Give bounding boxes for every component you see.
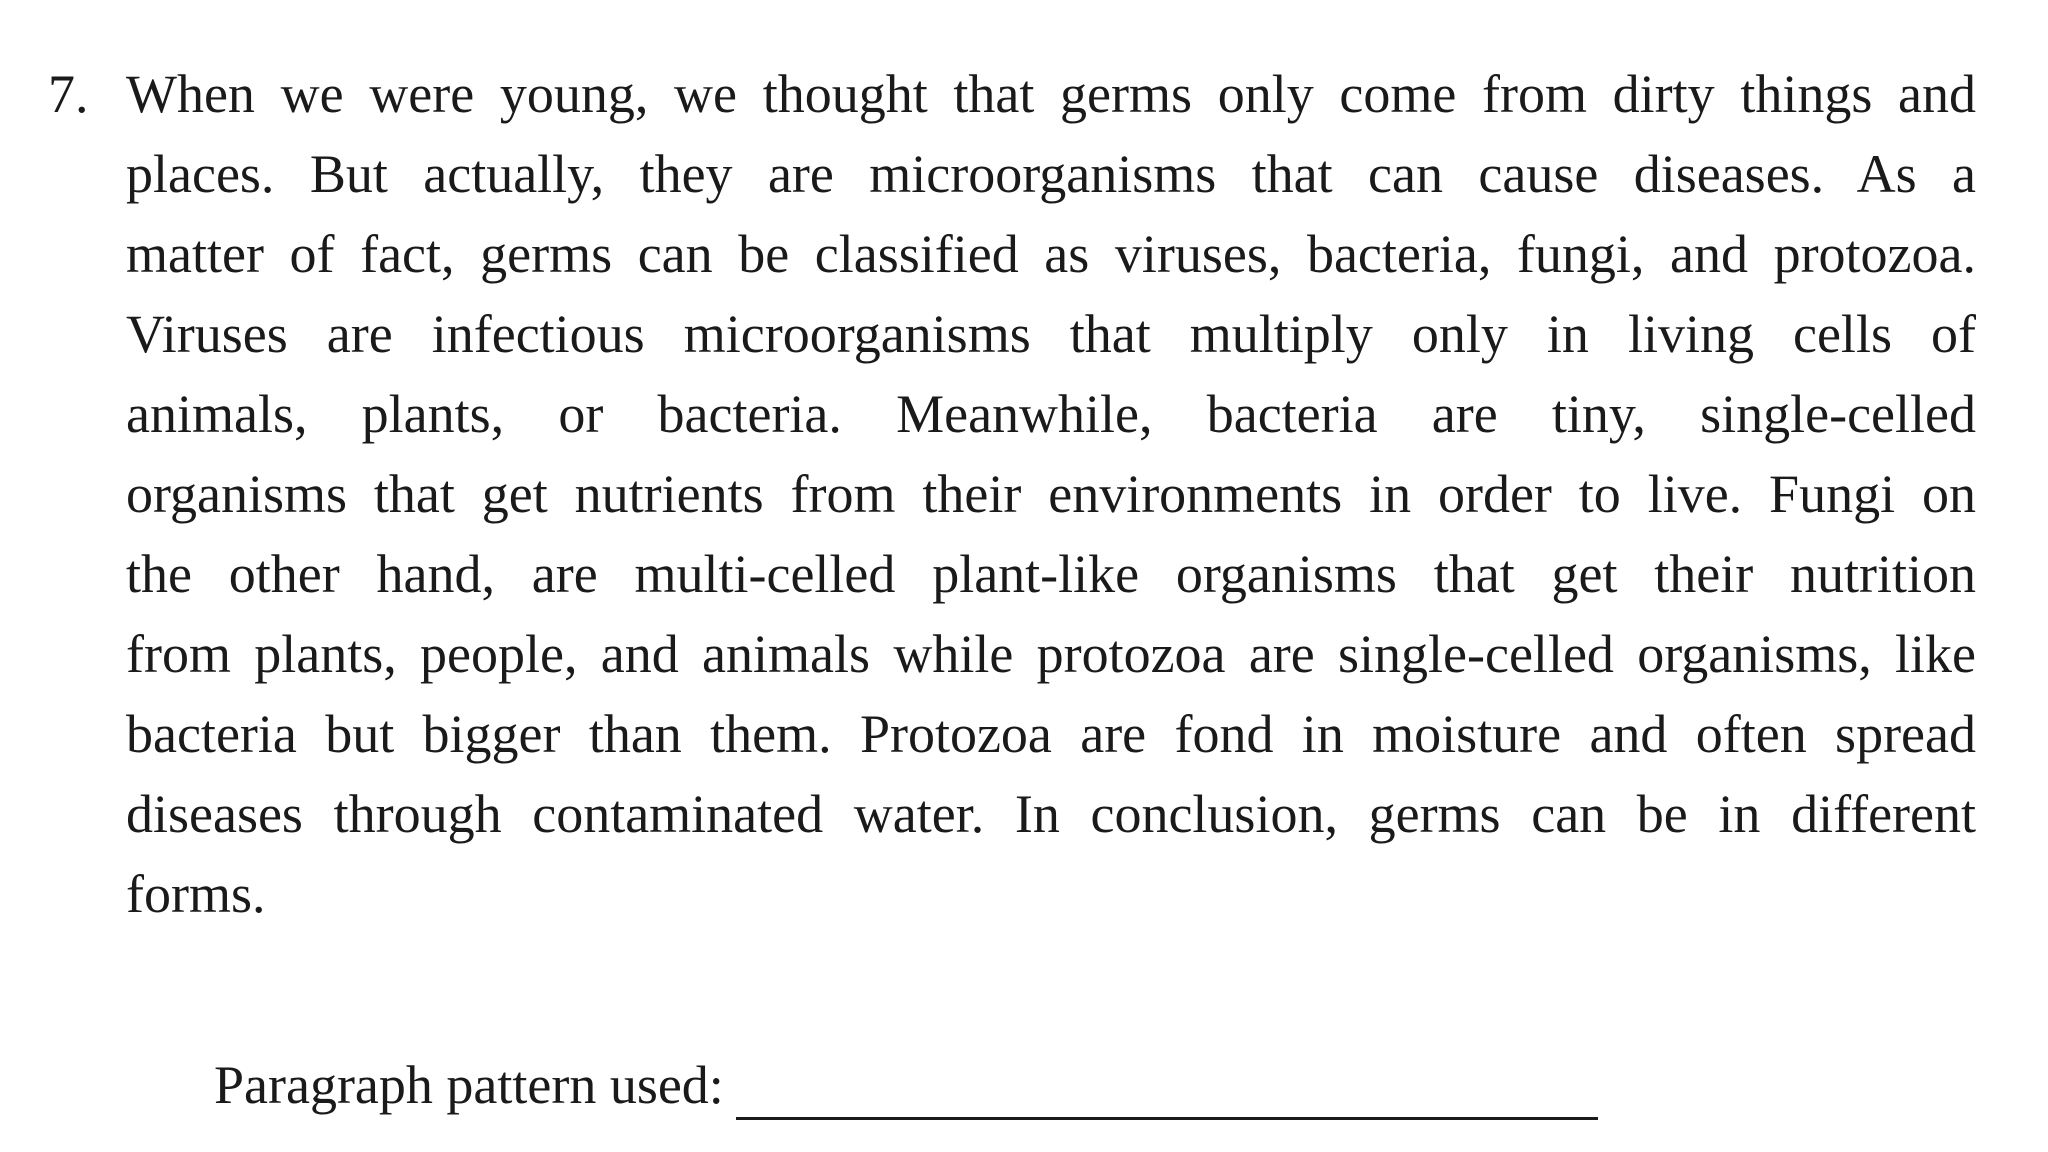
- paragraph-line: Viruses are infectious microorganisms that multiply only in living cells of: [126, 304, 1976, 364]
- paragraph-line: bacteria but bigger than them. Protozoa are fond in moisture and often spread: [126, 704, 1976, 764]
- paragraph-line: forms.: [126, 864, 266, 924]
- paragraph-line: the other hand, are multi-celled plant-like organisms that get their nutrition: [126, 544, 1976, 604]
- paragraph-line: organisms that get nutrients from their environments in order to live. Fungi on: [126, 464, 1976, 524]
- answer-blank-line[interactable]: [736, 1059, 1598, 1120]
- paragraph-line: from plants, people, and animals while protozoa are single-celled organisms, like: [126, 624, 1976, 684]
- paragraph-line: animals, plants, or bacteria. Meanwhile, bacteria are tiny, single-celled: [126, 384, 1976, 444]
- paragraph-line: When we were young, we thought that germs only come from dirty things and: [126, 64, 1976, 124]
- question-number: 7.: [48, 64, 89, 124]
- answer-row: [214, 1050, 1598, 1120]
- paragraph-line: diseases through contaminated water. In conclusion, germs can be in different: [126, 784, 1976, 844]
- question-paragraph: [126, 54, 1976, 934]
- paragraph-line: matter of fact, germs can be classified as viruses, bacteria, fungi, and protozoa.: [126, 224, 1976, 284]
- paragraph-line: places. But actually, they are microorganisms that can cause diseases. As a: [126, 144, 1976, 204]
- answer-label: Paragraph pattern used:: [214, 1055, 724, 1115]
